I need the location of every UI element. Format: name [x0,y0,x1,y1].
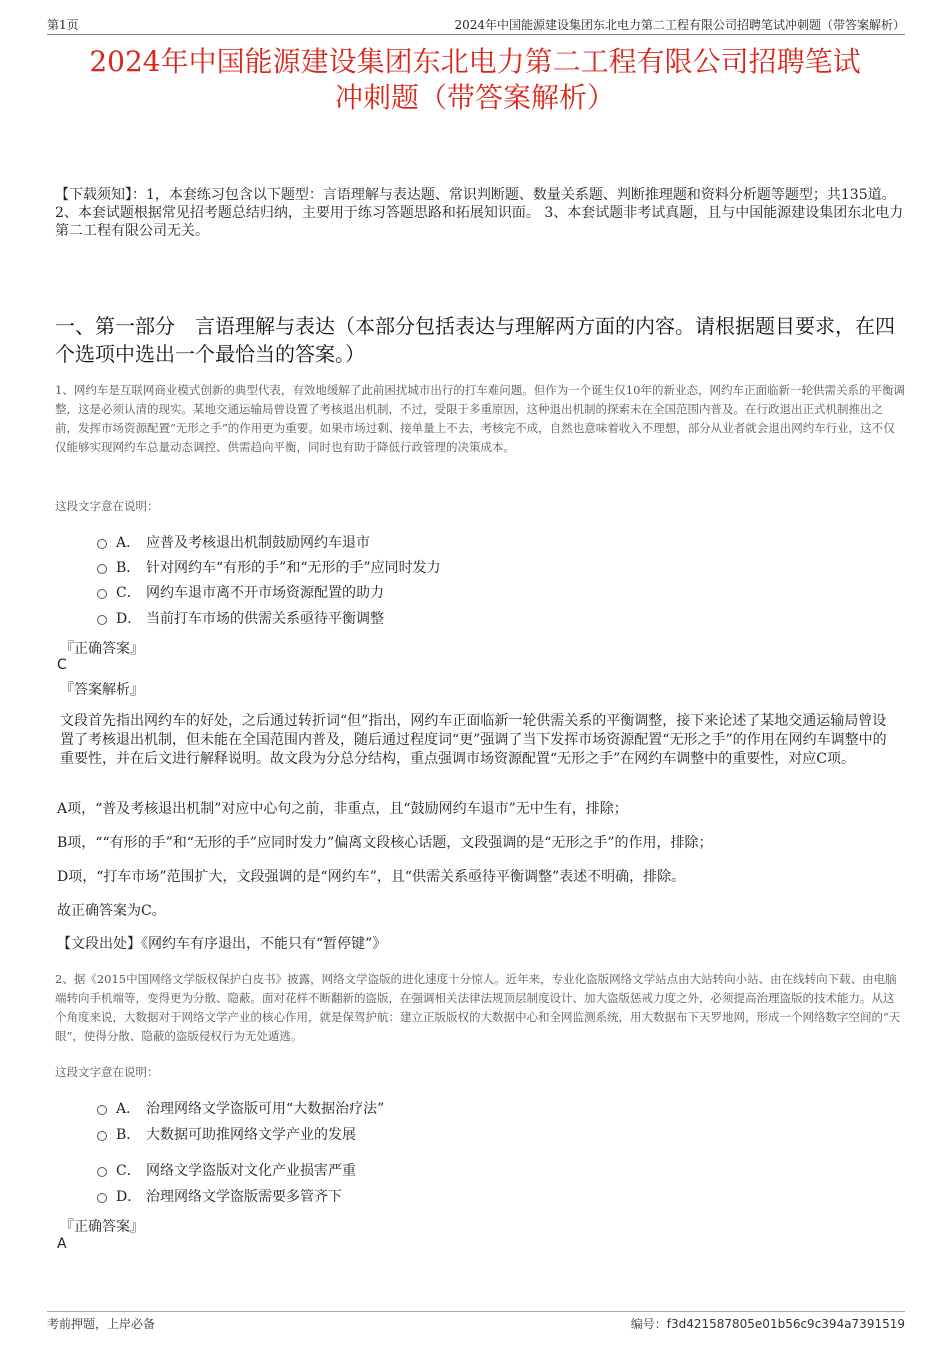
q1-analysis-main: 文段首先指出网约车的好处，之后通过转折词“但”指出，网约车正面临新一轮供需关系的平衡调整，接下来论述了某地交通运输局曾设置了考核退出机制，但未能在全国范围内普及，随后通过程度词“更”强调了当下发挥市场资源配置“无形之手”的作用在网约车调整中的重要性，并在后文进行解释说明。故文段为分总分结构，重点强调市场资源配置“无形之手”在网约车调整中的重要性，对应C项。 [60,713,887,767]
option-letter: D． [116,611,142,627]
q1-analysis-d: D项，“打车市场”范围扩大，文段强调的是“网约车”，且“供需关系亟待平衡调整”表述不明确，排除。 [57,869,686,885]
q2-option-c[interactable] [97,1160,356,1180]
question-1-prompt: 这段文字意在说明： [55,499,159,513]
q1-answer-label: 『正确答案』 [60,641,144,657]
option-letter: C． [116,585,141,601]
radio-icon[interactable] [97,589,107,599]
download-notice: 【下载须知】：1，本套练习包含以下题型：言语理解与表达题、常识判断题、数量关系题、判断推理题和资料分析题等题型；共135道。 2、本套试题根据常见招考题总结归纳，主要用于练习答题思路和拓展知识面。 3、本套试题非考试真题，且与中国能源建设集团东北电力第二工程有限公司无关。 [55,187,904,239]
page-header [47,14,905,35]
q1-source: 【文段出处】《网约车有序退出，不能只有“暂停键”》 [57,936,387,952]
radio-icon[interactable] [97,564,107,574]
q1-option-c[interactable] [97,582,384,602]
option-text: 治理网络文学盗版可用“大数据治疗法” [146,1101,385,1117]
radio-icon[interactable] [97,615,107,625]
title-line-2: 冲刺题（带答案解析） [334,81,615,114]
option-text: 网络文学盗版对文化产业损害严重 [146,1163,356,1179]
q2-answer-label: 『正确答案』 [60,1219,144,1235]
q1-option-d[interactable] [97,608,384,628]
q1-analysis-b: B项，““有形的手”和“无形的手”应同时发力”偏离文段核心话题，文段强调的是“无形之手”的作用，排除； [57,835,713,851]
footer-code-label: 编号： [630,1317,667,1331]
q2-option-d[interactable] [97,1186,342,1206]
option-text: 网约车退市离不开市场资源配置的助力 [146,585,384,601]
q1-option-a[interactable] [97,532,370,552]
section-title: 一、第一部分 言语理解与表达（本部分包括表达与理解两方面的内容。请根据题目要求，在四个选项中选出一个最恰当的答案。） [55,314,895,366]
q2-option-b[interactable] [97,1124,356,1144]
document-title [30,44,920,116]
question-2-text: 2、据《2015中国网络文学版权保护白皮书》披露，网络文学盗版的进化速度十分惊人。近年来，专业化盗版网络文学站点由大站转向小站、由在线转向下载、由电脑端转向手机端等，变得更为分散、隐蔽。面对花样不断翻新的盗版，在强调相关法律法规顶层制度设计、加大盗版惩戒力度之外，必须提高治理盗版的技术能力。从这个角度来说，大数据对于网络文学产业的核心作用，就是保驾护航：建立正版版权的大数据中心和全网监测系统，用大数据布下天罗地网，形成一个网络数字空间的“天眼”，使得分散、隐蔽的盗版侵权行为无处遁逃。 [55,972,901,1043]
option-letter: B． [116,560,141,576]
header-doc-title: 2024年中国能源建设集团东北电力第二工程有限公司招聘笔试冲刺题（带答案解析） [454,18,905,32]
radio-icon[interactable] [97,539,107,549]
footer-divider [47,1311,905,1312]
radio-icon[interactable] [97,1167,107,1177]
q2-option-a[interactable] [97,1098,384,1118]
option-text: 大数据可助推网络文学产业的发展 [146,1127,356,1143]
footer-code [631,1315,905,1332]
question-1-text: 1、网约车是互联网商业模式创新的典型代表，有效地缓解了此前困扰城市出行的打车难问题。但作为一个诞生仅10年的新业态，网约车正面临新一轮供需关系的平衡调整，这是必须认清的现实。某地交通运输局曾设置了考核退出机制，不过，受限于多重原因，这种退出机制的探索未在全国范围内普及。在行政退出正式机制推出之前，发挥市场资源配置“无形之手”的作用更为重要。如果市场过剩、接单量上不去，考核完不成，自然也意味着收入不理想，部分从业者就会退出网约车行业，这不仅仅能够实现网约车总量动态调控、供需趋向平衡，同时也有助于降低行政管理的决策成本。 [55,383,905,454]
q1-analysis-label: 『答案解析』 [60,682,144,698]
radio-icon[interactable] [97,1105,107,1115]
footer-slogan: 考前押题，上岸必备 [47,1317,156,1331]
radio-icon[interactable] [97,1131,107,1141]
option-text: 治理网络文学盗版需要多管齐下 [146,1189,342,1205]
footer-code-value: f3d421587805e01b56c9c394a7391519 [666,1317,905,1331]
option-letter: A． [116,535,141,551]
q1-analysis-a: A项，“普及考核退出机制”对应中心句之前，非重点，且“鼓励网约车退市”无中生有，排除； [57,801,628,817]
option-text: 当前打车市场的供需关系亟待平衡调整 [146,611,384,627]
title-line-1: 2024年中国能源建设集团东北电力第二工程有限公司招聘笔试 [89,45,861,78]
option-text: 应普及考核退出机制鼓励网约车退市 [146,535,370,551]
q1-option-b[interactable] [97,557,441,577]
option-letter: C． [116,1163,141,1179]
option-text: 针对网约车“有形的手”和“无形的手”应同时发力 [146,560,441,576]
radio-icon[interactable] [97,1193,107,1203]
q1-analysis-conclusion: 故正确答案为C。 [57,903,166,919]
question-2-prompt: 这段文字意在说明： [55,1065,159,1079]
q2-answer: A [57,1236,67,1252]
option-letter: B． [116,1127,141,1143]
option-letter: A． [116,1101,141,1117]
page-number: 第1页 [47,18,79,32]
option-letter: D． [116,1189,142,1205]
q1-answer: C [57,657,67,673]
